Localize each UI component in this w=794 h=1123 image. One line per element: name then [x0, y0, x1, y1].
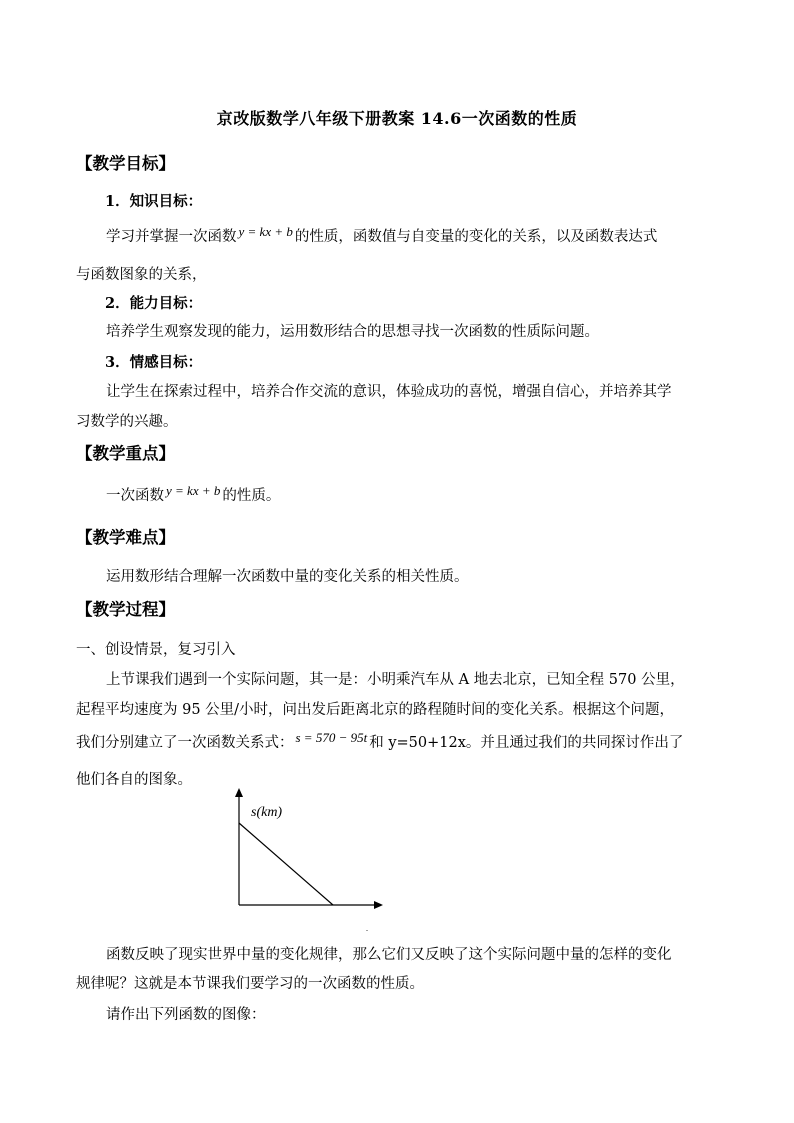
section-heading-key-points: 【教学重点】	[76, 444, 175, 463]
intro-paragraph-line-1: 上节课我们遇到一个实际问题，其一是：小明乘汽车从 A 地去北京，已知全程 570 公里，	[106, 672, 685, 688]
key-point-line: 一次函数 y = kx + b 的性质。	[106, 483, 281, 504]
distance-line	[239, 823, 333, 905]
y-axis-arrow-icon	[235, 788, 243, 797]
reflection-paragraph-line-1: 函数反映了现实世界中量的变化规律，那么它们又反映了这个实际问题中量的怎样的变化	[106, 947, 672, 963]
formula-s-570-95t: s = 570 − 95t	[295, 730, 368, 745]
formula-y-kx-b: y = kx + b	[166, 483, 221, 498]
intro-paragraph-line-3: 我们分别建立了一次函数关系式： s = 570 − 95t 和 y=50+12x。并且通过我们的共同探讨作出了	[76, 730, 684, 751]
section-heading-process: 【教学过程】	[76, 600, 175, 619]
reflection-paragraph-line-2: 规律呢？这就是本节课我们要学习的一次函数的性质。	[76, 976, 424, 992]
knowledge-goal-line-1: 学习并掌握一次函数 y = kx + b 的性质，函数值与自变量的变化的关系，以及函数表达式	[106, 224, 658, 245]
x-axis-mark: .	[366, 924, 368, 933]
section-heading-goals: 【教学目标】	[76, 154, 175, 173]
part-one-heading: 一、创设情景，复习引入	[76, 642, 236, 658]
exercise-prompt: 请作出下列函数的图像：	[106, 1007, 266, 1023]
ability-goal-heading: 2．能力目标：	[105, 295, 203, 312]
intro-paragraph-line-2: 起程平均速度为 95 公里/小时，问出发后距离北京的路程随时间的变化关系。根据这个问题，	[76, 702, 675, 718]
difficulty-line: 运用数形结合理解一次函数中量的变化关系的相关性质。	[106, 569, 469, 585]
distance-time-graph	[225, 785, 395, 935]
ability-goal-line: 培养学生观察发现的能力，运用数形结合的思想寻找一次函数的性质际问题。	[106, 324, 599, 340]
emotion-goal-line-2: 习数学的兴趣。	[76, 414, 178, 430]
document-title: 京改版数学八年级下册教案 14.6一次函数的性质	[216, 109, 578, 128]
intro-paragraph-line-4: 他们各自的图象。	[76, 772, 192, 788]
emotion-goal-heading: 3．情感目标：	[105, 354, 203, 371]
section-heading-difficulties: 【教学难点】	[76, 528, 175, 547]
knowledge-goal-heading: 1．知识目标：	[105, 193, 203, 210]
knowledge-goal-line-2: 与函数图象的关系，	[76, 267, 207, 283]
x-axis-arrow-icon	[374, 901, 383, 909]
y-axis-label: s(km)	[251, 805, 283, 820]
emotion-goal-line-1: 让学生在探索过程中，培养合作交流的意识，体验成功的喜悦，增强自信心，并培养其学	[106, 384, 672, 400]
formula-y-kx-b: y = kx + b	[238, 224, 293, 239]
